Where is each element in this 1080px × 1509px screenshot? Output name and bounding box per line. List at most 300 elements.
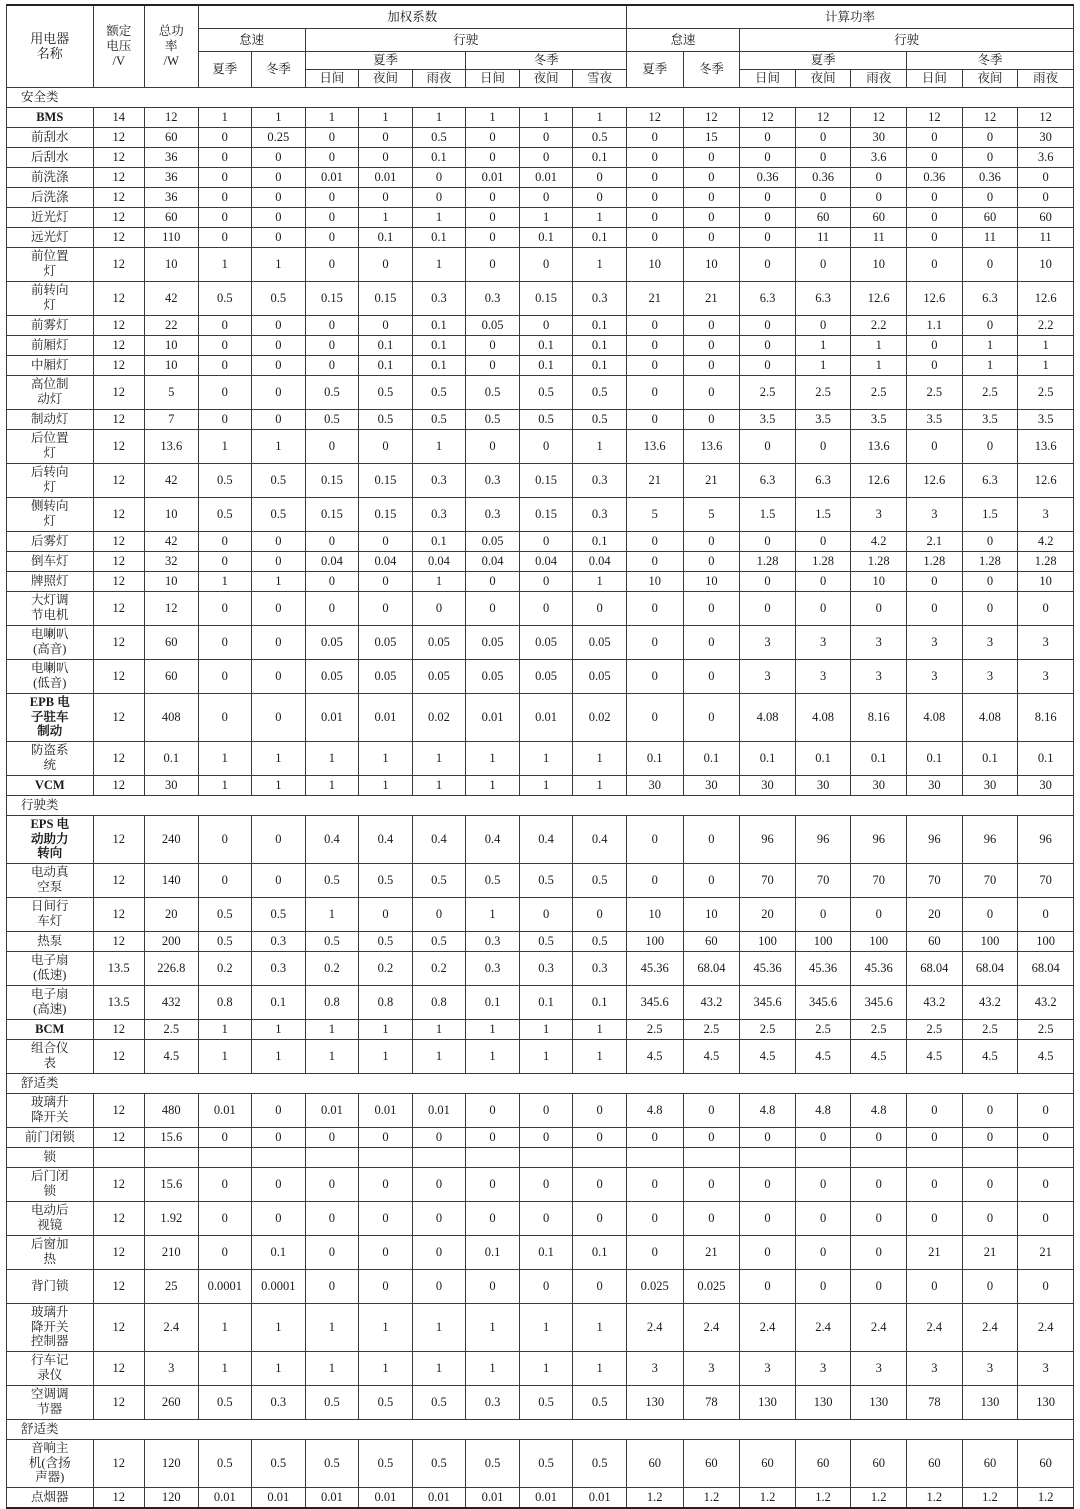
data-cell: 0.01 [305,1093,359,1127]
data-cell: 0 [573,1093,627,1127]
table-row [7,281,1074,315]
data-cell: 0.4 [412,815,466,863]
data-cell: 3 [851,659,907,693]
data-cell: 11 [1018,227,1074,247]
data-cell: 0 [359,897,413,931]
data-cell: 0 [683,409,740,429]
data-cell: 0.5 [412,931,466,951]
data-cell: 1 [198,1351,252,1385]
data-cell: 0 [740,355,796,375]
data-cell: 0 [962,247,1018,281]
data-cell: 45.36 [626,951,683,985]
data-cell: 0 [519,897,573,931]
data-cell: 1 [412,775,466,795]
data-cell: 0 [851,187,907,207]
data-cell: 1 [252,571,306,591]
data-cell [412,1147,466,1167]
table-row [7,1351,1074,1385]
data-cell: 0 [466,1201,520,1235]
data-cell: 2.5 [907,375,963,409]
appliance-name-cell [7,1385,94,1419]
appliance-name-line: 动灯 [37,392,63,406]
data-cell: 0.5 [252,463,306,497]
data-cell: 0 [252,659,306,693]
data-cell: 0.5 [519,1439,573,1487]
data-cell: 12 [93,1019,144,1039]
data-cell: 0.1 [573,531,627,551]
data-cell: 1.2 [683,1487,740,1508]
header-weight-winter-day: 日间 [466,69,520,87]
data-cell: 1 [573,1019,627,1039]
appliance-name-line: 电动真 [30,865,69,880]
appliance-name-line: 前位置 [30,249,69,264]
appliance-name-line: 灯 [43,264,56,278]
data-cell: 96 [851,815,907,863]
data-cell: 0 [466,1269,520,1303]
data-cell: 1 [252,429,306,463]
table-row [7,127,1074,147]
data-cell: 0 [795,147,851,167]
data-cell: 0 [683,815,740,863]
data-cell: 0.05 [466,531,520,551]
data-cell: 0.05 [519,659,573,693]
data-cell: 1 [252,247,306,281]
data-cell: 0.01 [198,1487,252,1508]
data-cell: 0.05 [466,625,520,659]
data-cell: 0.5 [305,863,359,897]
data-cell: 0 [305,1269,359,1303]
data-cell [519,1147,573,1167]
data-cell: 1 [573,207,627,227]
data-cell: 0 [740,571,796,591]
data-cell: 120 [144,1439,198,1487]
data-cell: 3 [907,659,963,693]
data-cell: 0.2 [305,951,359,985]
data-cell: 10 [683,897,740,931]
data-cell: 1 [305,741,359,775]
data-cell: 0 [359,429,413,463]
table-row [7,1039,1074,1073]
data-cell: 68.04 [907,951,963,985]
data-cell: 0 [683,551,740,571]
data-cell: 12.6 [907,281,963,315]
data-cell: 0.15 [519,463,573,497]
appliance-name-line: 后位置 [30,431,69,446]
data-cell: 0.1 [412,147,466,167]
data-cell: 0.5 [305,1439,359,1487]
data-cell: 0.4 [359,815,413,863]
table-row [7,409,1074,429]
data-cell: 0 [907,127,963,147]
data-cell: 1.2 [962,1487,1018,1508]
data-cell: 12 [93,531,144,551]
data-cell: 0 [519,1127,573,1147]
table-row [7,107,1074,127]
data-cell: 0.01 [252,1487,306,1508]
data-cell: 10 [1018,571,1074,591]
data-cell: 0.01 [519,1487,573,1508]
data-cell: 12 [93,815,144,863]
data-cell: 0.1 [144,741,198,775]
data-cell: 68.04 [683,951,740,985]
data-cell: 12 [93,355,144,375]
data-cell: 0.8 [412,985,466,1019]
data-cell: 2.5 [1018,1019,1074,1039]
data-cell: 0 [519,315,573,335]
data-cell: 0 [962,1167,1018,1201]
data-cell: 0.5 [305,375,359,409]
appliance-name-line: 节器 [37,1402,63,1416]
data-cell: 0.36 [962,167,1018,187]
data-cell: 0.04 [573,551,627,571]
data-cell: 4.08 [740,693,796,741]
data-cell: 0.05 [305,659,359,693]
data-cell: 6.3 [795,281,851,315]
appliance-name-cell [7,985,94,1019]
data-cell: 0 [795,1269,851,1303]
data-cell: 4.08 [795,693,851,741]
data-cell: 0 [412,1167,466,1201]
data-cell: 0 [740,1235,796,1269]
appliance-name-line: 录仪 [37,1368,63,1382]
data-cell: 0 [683,1167,740,1201]
appliance-name-cell [7,863,94,897]
data-cell: 0 [740,531,796,551]
data-cell: 0.5 [412,127,466,147]
header-group-weighting-coefficient: 加权系数 [198,5,626,29]
data-cell: 12 [93,1351,144,1385]
data-cell: 0 [466,355,520,375]
data-cell: 0.0001 [252,1269,306,1303]
data-cell: 1 [851,335,907,355]
table-row [7,247,1074,281]
table-row [7,741,1074,775]
data-cell: 0.5 [359,1439,413,1487]
data-cell [198,1147,252,1167]
data-cell: 12 [907,107,963,127]
category-label: 行驶类 [7,795,1074,815]
appliance-name-cell: BMS [7,107,94,127]
appliance-name-cell: VCM [7,775,94,795]
appliance-name-cell: 前洗涤 [7,167,94,187]
data-cell: 30 [1018,775,1074,795]
appliance-name-line: 表 [43,1056,56,1070]
data-cell: 0.25 [252,127,306,147]
data-cell: 12 [626,107,683,127]
appliance-name-cell [7,659,94,693]
data-cell: 0 [795,1201,851,1235]
data-cell: 408 [144,693,198,741]
data-cell: 0 [907,1167,963,1201]
data-cell: 30 [740,775,796,795]
data-cell: 0.5 [519,409,573,429]
data-cell: 1 [573,571,627,591]
data-cell: 0.3 [412,281,466,315]
data-cell: 7 [144,409,198,429]
data-cell: 30 [907,775,963,795]
data-cell: 0 [198,187,252,207]
table-row [7,531,1074,551]
header-appliance-name: 用电器 名称 [7,5,94,87]
data-cell: 432 [144,985,198,1019]
data-cell: 1.28 [795,551,851,571]
data-cell: 0 [740,207,796,227]
data-cell: 130 [962,1385,1018,1419]
data-cell: 0 [962,531,1018,551]
data-cell: 1 [412,741,466,775]
data-cell: 4.08 [907,693,963,741]
data-cell: 0.1 [573,147,627,167]
data-cell: 3.5 [851,409,907,429]
data-cell: 1 [305,1019,359,1039]
data-cell: 0.0001 [198,1269,252,1303]
data-cell: 0.1 [795,741,851,775]
data-cell: 21 [962,1235,1018,1269]
data-cell: 0.1 [573,335,627,355]
data-cell: 12 [683,107,740,127]
data-cell: 100 [851,931,907,951]
data-cell: 78 [907,1385,963,1419]
data-cell: 0.5 [305,931,359,951]
data-cell: 0.3 [466,931,520,951]
data-cell: 12 [93,1385,144,1419]
data-cell: 0 [907,207,963,227]
data-cell: 0.5 [359,863,413,897]
data-cell: 0.1 [519,355,573,375]
data-cell: 0 [519,1201,573,1235]
data-cell: 0.4 [573,815,627,863]
data-cell: 2.1 [907,531,963,551]
data-cell: 0.5 [198,497,252,531]
data-cell: 0.01 [305,1487,359,1508]
data-cell: 0.1 [359,335,413,355]
table-row [7,863,1074,897]
data-cell: 0 [412,1235,466,1269]
data-cell: 21 [683,1235,740,1269]
data-cell: 0 [359,591,413,625]
data-cell: 0 [1018,167,1074,187]
data-cell: 0.3 [466,497,520,531]
data-cell: 12 [93,247,144,281]
appliance-name-line: 侧转向 [30,499,69,514]
data-cell: 0.05 [305,625,359,659]
data-cell: 0.4 [466,815,520,863]
table-row [7,463,1074,497]
data-cell: 1.28 [851,551,907,571]
data-cell: 21 [907,1235,963,1269]
data-cell: 12 [93,1303,144,1351]
data-cell: 2.4 [1018,1303,1074,1351]
data-cell: 0 [305,147,359,167]
data-cell: 0.1 [740,741,796,775]
data-cell [962,1147,1018,1167]
appliance-name-cell: 制动灯 [7,409,94,429]
data-cell: 2.5 [907,1019,963,1039]
data-cell: 1 [466,741,520,775]
data-cell: 0.1 [573,315,627,335]
data-cell: 12 [740,107,796,127]
data-cell: 4.5 [962,1039,1018,1073]
data-cell: 0.3 [573,463,627,497]
data-cell: 0 [466,227,520,247]
data-cell: 2.5 [962,375,1018,409]
data-cell: 1 [1018,355,1074,375]
appliance-name-line: 电子扇 [30,987,69,1002]
appliance-name-cell [7,1235,94,1269]
table-row [7,1019,1074,1039]
data-cell: 0.5 [252,281,306,315]
data-cell: 12 [93,207,144,227]
data-cell: 1 [962,335,1018,355]
data-cell: 12 [93,625,144,659]
data-cell: 30 [851,127,907,147]
appliance-name-line: 视镜 [37,1218,63,1232]
appliance-name-cell: 前门闭锁 [7,1127,94,1147]
data-cell: 0.8 [359,985,413,1019]
data-cell: 30 [962,775,1018,795]
data-cell: 96 [740,815,796,863]
data-cell: 0 [1018,1269,1074,1303]
data-cell: 60 [740,1439,796,1487]
data-cell: 78 [683,1385,740,1419]
appliance-name-cell [7,1093,94,1127]
data-cell: 0 [519,187,573,207]
data-cell: 0.3 [412,463,466,497]
data-cell: 0 [466,1167,520,1201]
data-cell: 12 [93,931,144,951]
appliance-name-cell: 前雾灯 [7,315,94,335]
data-cell: 43.2 [683,985,740,1019]
data-cell: 10 [1018,247,1074,281]
data-cell: 1 [359,1039,413,1073]
data-cell: 0 [412,897,466,931]
data-cell: 0.3 [466,463,520,497]
data-cell: 13.6 [851,429,907,463]
data-cell: 68.04 [1018,951,1074,985]
data-cell: 0 [359,1235,413,1269]
data-cell: 0.36 [740,167,796,187]
data-cell: 3 [740,625,796,659]
data-cell: 0 [626,531,683,551]
data-cell: 0.05 [412,659,466,693]
data-cell: 1 [519,1351,573,1385]
appliance-name-line: 转向 [37,846,63,861]
data-cell: 0 [573,591,627,625]
data-cell: 1.92 [144,1201,198,1235]
data-cell: 0.5 [573,375,627,409]
appliance-name-cell: 锁 [7,1147,94,1167]
data-cell: 0 [519,1093,573,1127]
data-cell: 43.2 [1018,985,1074,1019]
appliance-name-cell [7,463,94,497]
data-cell: 1 [305,897,359,931]
data-cell: 4.5 [1018,1039,1074,1073]
data-cell [252,1147,306,1167]
data-cell: 1 [412,1351,466,1385]
data-cell: 96 [907,815,963,863]
data-cell: 0 [252,167,306,187]
data-cell: 0 [795,1167,851,1201]
data-cell: 3 [962,625,1018,659]
data-cell: 2.5 [795,375,851,409]
data-cell: 0.15 [359,497,413,531]
data-cell: 345.6 [626,985,683,1019]
data-cell: 0.5 [198,1439,252,1487]
header-calc-idle: 怠速 [626,29,739,52]
data-cell: 2.5 [740,1019,796,1039]
data-cell: 0 [626,1235,683,1269]
data-cell: 0 [683,693,740,741]
data-cell: 0 [907,1269,963,1303]
category-row [7,1073,1074,1093]
appliance-name-cell [7,693,94,741]
data-cell: 0 [305,355,359,375]
data-cell: 70 [962,863,1018,897]
data-cell: 260 [144,1385,198,1419]
data-cell: 13.6 [1018,429,1074,463]
data-cell: 4.08 [962,693,1018,741]
data-cell: 3 [795,625,851,659]
data-cell: 0 [305,247,359,281]
data-cell: 0 [740,1127,796,1147]
appliance-name-line: 高位制 [30,377,69,392]
data-cell: 0 [252,227,306,247]
data-cell: 0 [252,625,306,659]
data-cell: 0 [198,863,252,897]
data-cell: 0.5 [466,1439,520,1487]
appliance-name-line: 制动 [37,724,63,739]
data-cell: 1 [1018,335,1074,355]
appliance-name-cell [7,951,94,985]
data-cell: 4.8 [795,1093,851,1127]
appliance-name-cell: 近光灯 [7,207,94,227]
data-cell: 1 [519,207,573,227]
data-cell: 2.5 [144,1019,198,1039]
data-cell: 1 [252,1019,306,1039]
data-cell: 1 [198,247,252,281]
data-cell: 0 [198,815,252,863]
data-cell: 100 [740,931,796,951]
data-cell: 11 [851,227,907,247]
data-cell: 0 [198,315,252,335]
data-cell: 1 [573,107,627,127]
appliance-name-cell [7,1039,94,1073]
appliance-name-line: (低音) [33,676,67,690]
header-calc-summer-day: 日间 [740,69,796,87]
data-cell: 0.15 [519,497,573,531]
data-cell: 0 [962,1269,1018,1303]
data-cell: 130 [851,1385,907,1419]
appliance-name-cell [7,429,94,463]
header-calc-drive-winter: 冬季 [907,52,1074,70]
data-cell: 0.5 [412,863,466,897]
data-cell: 0.1 [573,355,627,375]
data-cell: 12 [93,1093,144,1127]
appliance-name-cell [7,497,94,531]
appliance-name-line: 电喇叭 [30,661,69,676]
data-cell: 0 [740,127,796,147]
data-cell: 0 [252,1093,306,1127]
data-cell: 70 [851,863,907,897]
data-cell: 0 [519,531,573,551]
data-cell: 0.01 [359,167,413,187]
data-cell: 0 [683,591,740,625]
data-cell: 42 [144,531,198,551]
data-cell: 0.15 [305,463,359,497]
data-cell: 96 [795,815,851,863]
data-cell: 0 [795,571,851,591]
data-cell: 60 [962,207,1018,227]
